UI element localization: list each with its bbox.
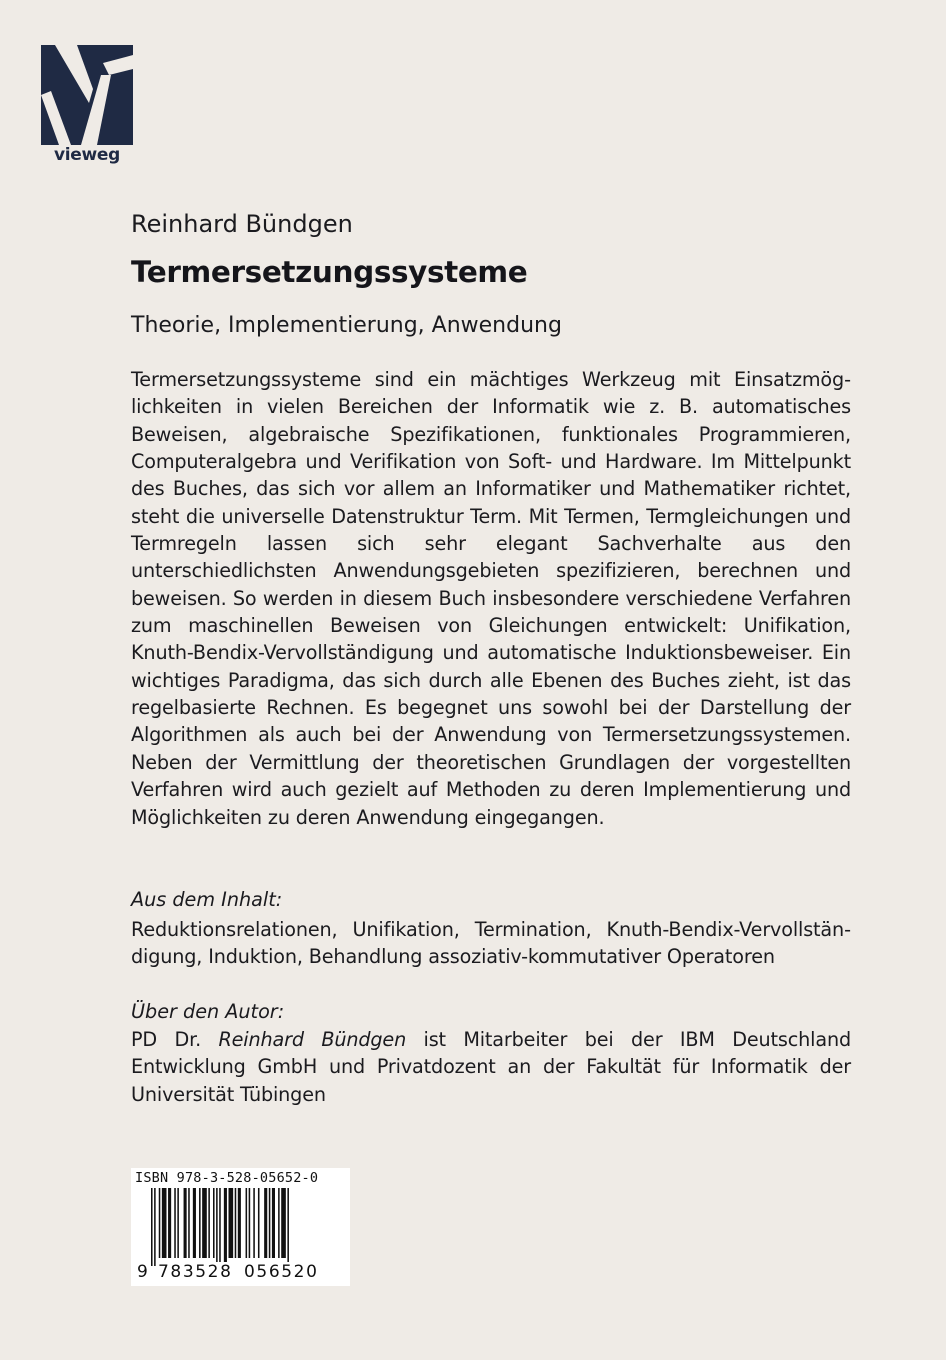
author-name: Reinhard Bündgen: [131, 210, 353, 238]
barcode-bar: [281, 1188, 286, 1258]
barcode-bar: [258, 1188, 260, 1258]
barcode-bar: [216, 1188, 218, 1266]
barcode-bar: [193, 1188, 196, 1258]
barcode-lead-digit: 9: [137, 1262, 148, 1282]
barcode-bar: [272, 1188, 275, 1258]
barcode-bar: [162, 1188, 167, 1258]
barcode-bar: [174, 1188, 176, 1258]
about-author-text: [131, 1026, 851, 1108]
barcode-bar: [264, 1188, 267, 1258]
barcode-bar: [177, 1188, 179, 1258]
barcode-right-digits: 056520: [244, 1262, 319, 1282]
barcode-bar: [202, 1188, 207, 1258]
book-description: Termersetzungssysteme sind ein mächtiges Werkzeug mit Einsatzmöglichkeiten in vielen Bereichen der Informatik wie z. B. automatisches Beweisen, algebraische Spezifikationen, funktionales Programmieren, Computeralgebra und Verifikation von Soft- und Hardware. Im Mittelpunkt des Buches, das sich vor allem an Informatiker und Mathematiker richtet, steht die universelle Datenstruktur Term. Mit Termen, Termgleichungen und Termregeln lassen sich sehr elegant Sachverhalte aus den unterschiedlichsten Anwendungsgebieten spezifizieren, berechnen und beweisen. So werden in diesem Buch insbesondere verschiedene Verfahren zum maschinellen Beweisen von Gleichungen entwickelt: Unifikation, Knuth-Bendix-Vervollständigung und automatische Induktionsbeweiser. Ein wichtiges Paradigma, das sich durch alle Ebenen des Buches zieht, ist das regelbasierte Rechnen. Es begegnet uns sowohl bei der Darstellung der Algorithmen als auch bei der Anwendung von Termersetzungssystemen. Neben der Vermittlung der theoretischen Grundlagen der vorgestellten Verfahren wird auch gezielt auf Methoden zu deren Implementierung und Möglichkeiten zu deren Anwendung eingegangen.: [131, 368, 851, 829]
barcode-bar: [235, 1188, 237, 1258]
barcode-bar: [188, 1188, 190, 1258]
isbn-label: ISBN 978-3-528-05652-0: [135, 1170, 319, 1186]
contents-heading: Aus dem Inhalt:: [131, 888, 283, 911]
barcode-bar: [269, 1188, 271, 1258]
publisher-logo: [41, 45, 133, 171]
barcode-bar: [159, 1188, 161, 1258]
barcode-bar: [229, 1188, 234, 1258]
barcode-bar: [184, 1188, 187, 1258]
barcode-bar: [199, 1188, 201, 1258]
about-author-heading: Über den Autor:: [131, 1000, 285, 1023]
barcode-bar: [246, 1188, 248, 1258]
barcode-bar: [238, 1188, 241, 1258]
book-subtitle: Theorie, Implementierung, Anwendung: [131, 313, 562, 338]
barcode-bar: [219, 1188, 221, 1266]
author-title-prefix: PD Dr.: [131, 1028, 202, 1051]
barcode-bar: [213, 1188, 215, 1258]
barcode-bar: [287, 1188, 289, 1266]
book-title: Termersetzungssysteme: [131, 255, 528, 289]
vieweg-v-logo-icon: [41, 45, 133, 145]
publisher-name: vieweg: [53, 145, 121, 165]
barcode-bar: [154, 1188, 156, 1266]
about-author-description: ist Mitarbeiter bei der IBM Deutschland Entwicklung GmbH und Privatdozent an der Fakultät für Informatik der Universität Tübingen: [131, 1028, 851, 1106]
barcode-bar: [151, 1188, 153, 1266]
about-author-name: Reinhard Bündgen: [218, 1028, 407, 1051]
contents-text: Reduktionsrelationen, Unifikation, Termination, Knuth-Bendix-Vervollständigung, Induktion, Behandlung assoziativ-kommutativer Operatoren: [131, 918, 851, 969]
isbn-barcode: [131, 1168, 350, 1286]
barcode-bar: [253, 1188, 255, 1258]
barcode-bar: [208, 1188, 210, 1258]
barcode-left-digits: 783528: [158, 1262, 233, 1282]
barcode-bar: [249, 1188, 251, 1258]
barcode-bar: [224, 1188, 227, 1266]
barcode-bar: [278, 1188, 280, 1258]
barcode-bar: [168, 1188, 171, 1258]
